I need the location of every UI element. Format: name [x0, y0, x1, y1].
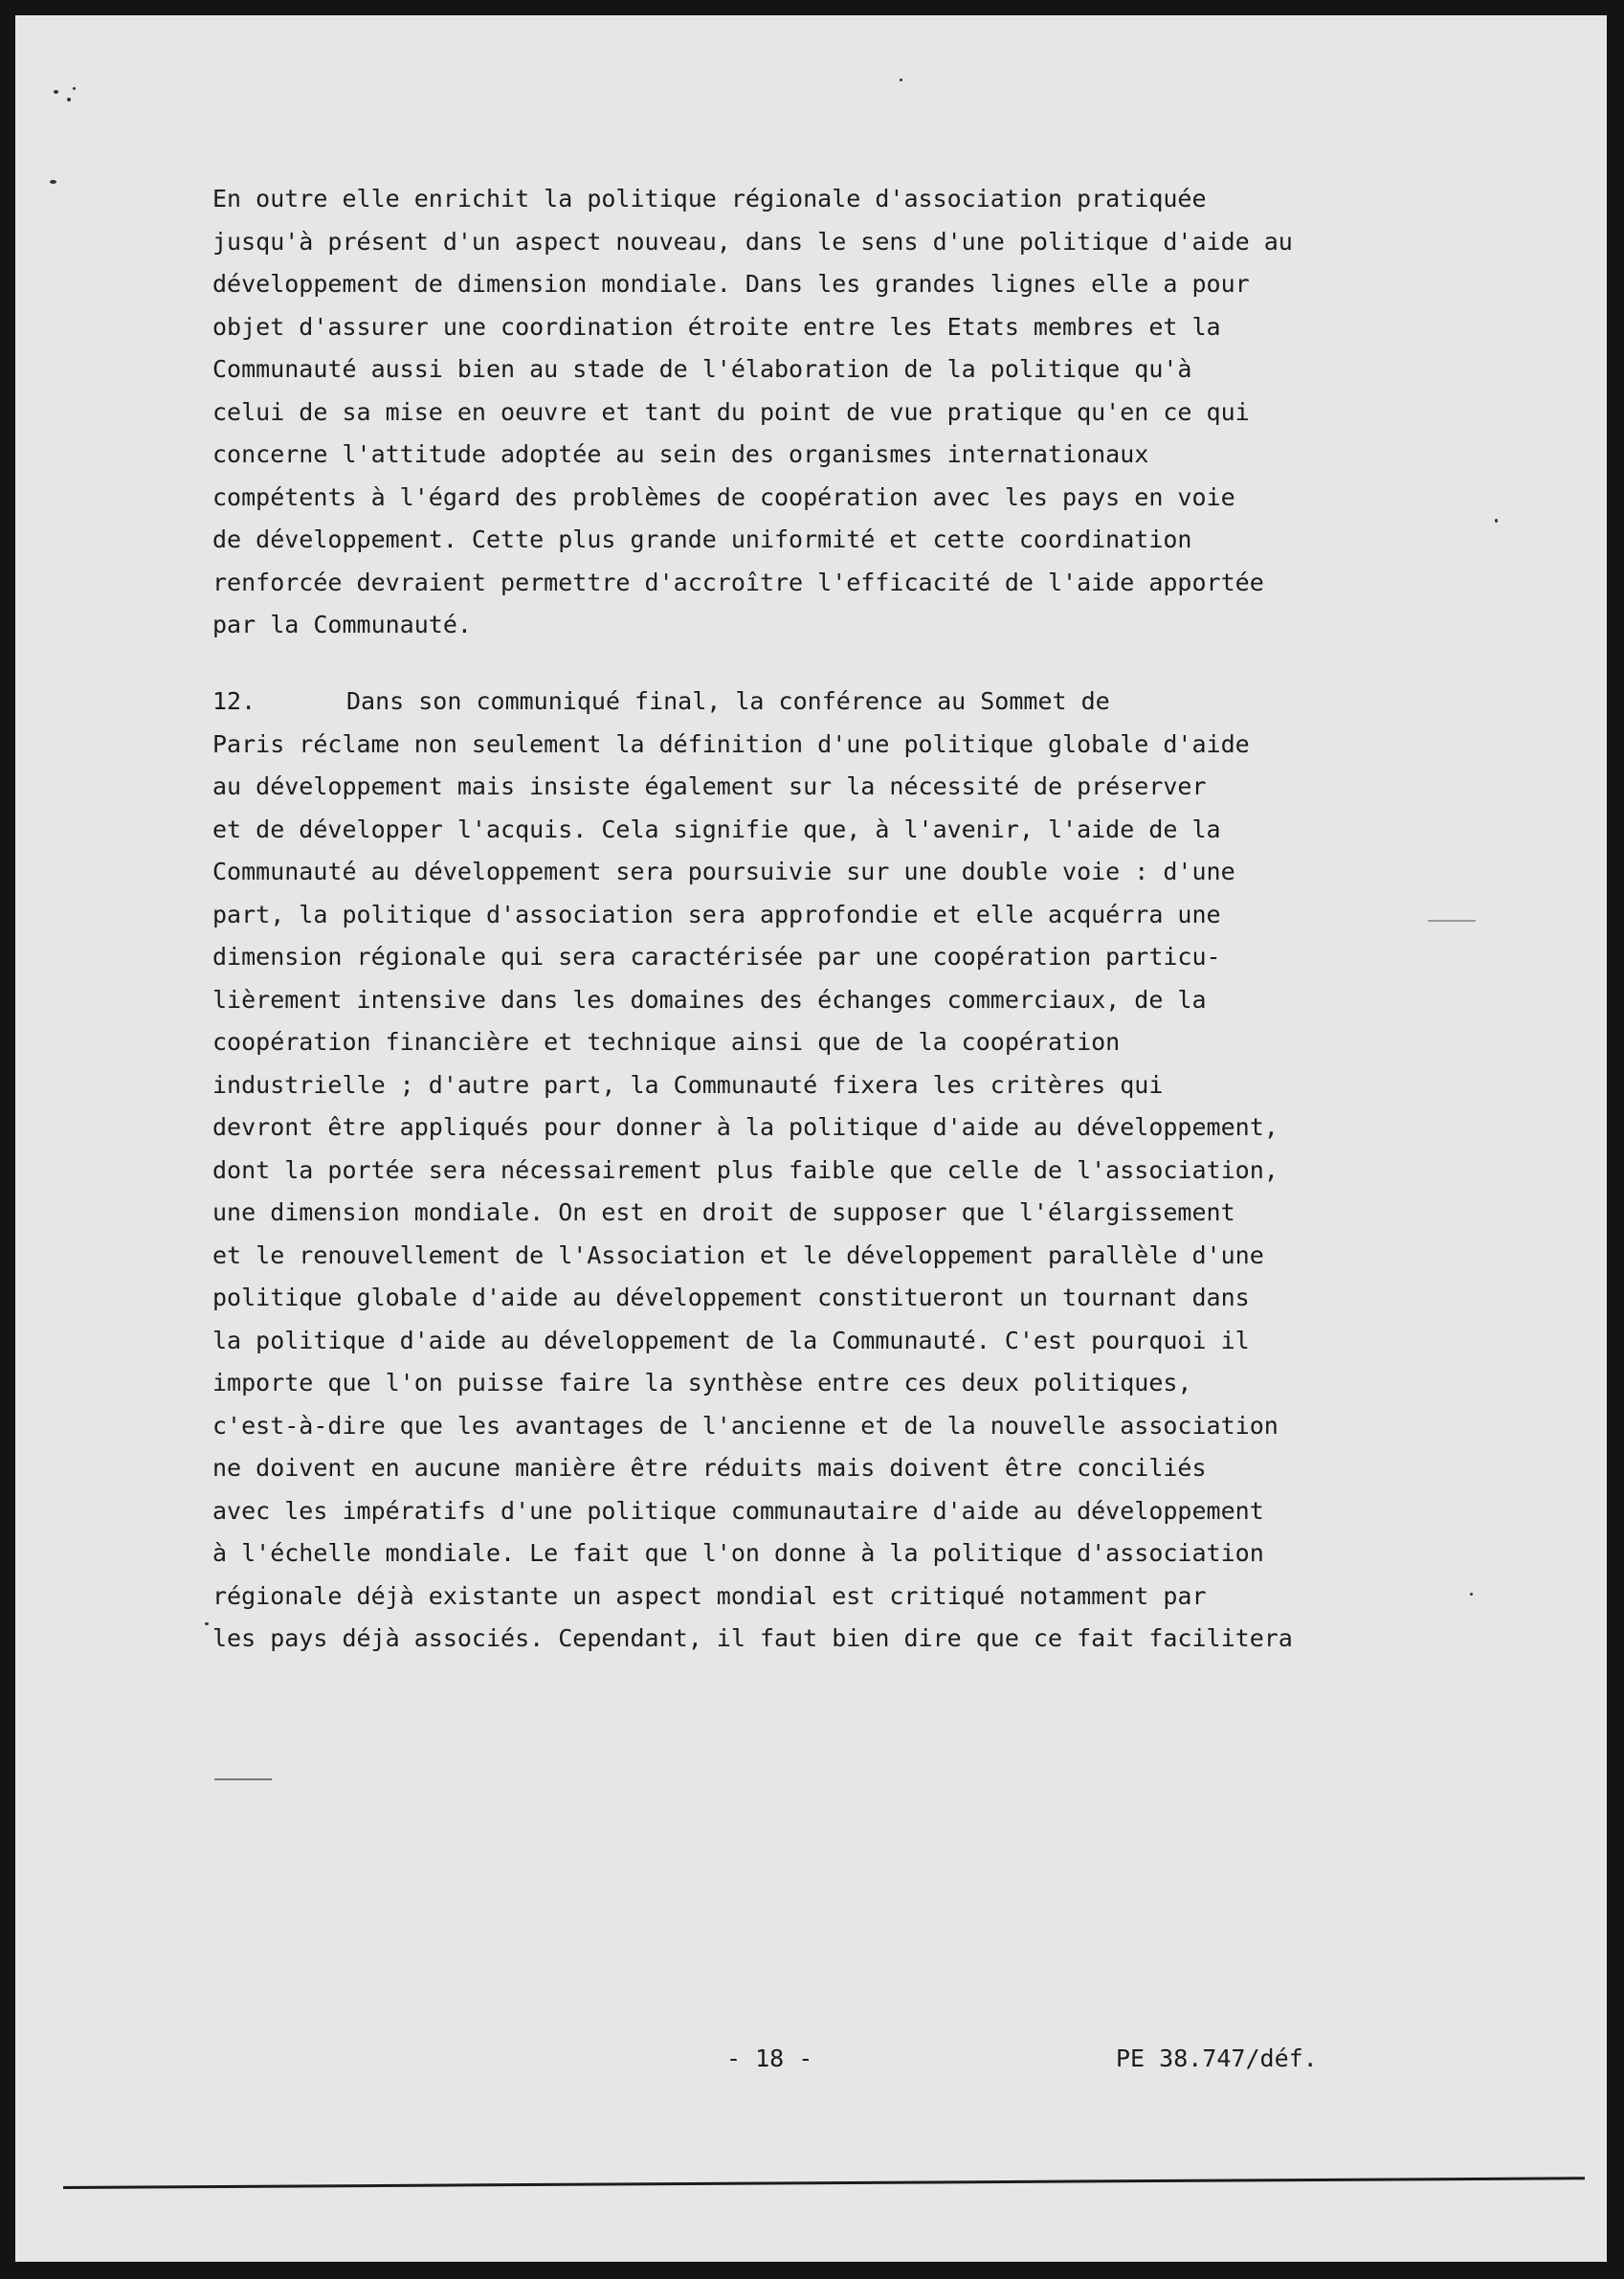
- scan-speck: [50, 180, 56, 184]
- text-line: Paris réclame non seulement la définition d'une politique globale d'aide: [212, 729, 1250, 758]
- text-line: lièrement intensive dans les domaines des échanges commerciaux, de la: [212, 985, 1207, 1014]
- scan-mark: [1428, 920, 1476, 922]
- text-line: Communauté au développement sera poursuivie sur une double voie : d'une: [212, 858, 1235, 885]
- text-line: et le renouvellement de l'Association et le développement parallèle d'une: [212, 1240, 1264, 1269]
- paragraph-1: [212, 178, 1418, 647]
- text-line: Communauté aussi bien au stade de l'élaboration de la politique qu'à: [212, 355, 1192, 383]
- text-line: une dimension mondiale. On est en droit de supposer que l'élargissement: [212, 1198, 1235, 1226]
- text-line: importe que l'on puisse faire la synthèse entre ces deux politiques,: [212, 1369, 1192, 1396]
- text-line: compétents à l'égard des problèmes de coopération avec les pays en voie: [212, 482, 1235, 511]
- text-line: par la Communauté.: [212, 611, 472, 638]
- text-line: concerne l'attitude adoptée au sein des organismes internationaux: [212, 440, 1149, 468]
- text-line: avec les impératifs d'une politique communautaire d'aide au développement: [212, 1496, 1264, 1525]
- text-line: industrielle ; d'autre part, la Communauté fixera les critères qui: [212, 1070, 1164, 1099]
- paragraph-12: [212, 681, 1418, 1661]
- scan-speck: [205, 1622, 209, 1625]
- text-line: celui de sa mise en oeuvre et tant du point de vue pratique qu'en ce qui: [212, 397, 1250, 426]
- scan-mark: [214, 1778, 272, 1780]
- text-line: objet d'assurer une coordination étroite entre les Etats membres et la: [212, 312, 1221, 341]
- document-reference: PE 38.747/déf.: [1116, 2044, 1318, 2072]
- paragraph-number: 12.: [212, 687, 256, 715]
- text-line: régionale déjà existante un aspect mondial est critiqué notamment par: [212, 1581, 1207, 1610]
- text-line: les pays déjà associés. Cependant, il faut bien dire que ce fait facilitera: [212, 1624, 1293, 1652]
- scan-speck: [67, 98, 71, 101]
- text-line: ne doivent en aucune manière être réduits mais doivent être conciliés: [212, 1454, 1207, 1482]
- scan-speck: [73, 87, 76, 90]
- scan-speck: [1470, 1593, 1473, 1596]
- text-line: En outre elle enrichit la politique régionale d'association pratiquée: [212, 185, 1207, 212]
- text-line: devront être appliqués pour donner à la politique d'aide au développement,: [212, 1113, 1279, 1141]
- text-line: dont la portée sera nécessairement plus faible que celle de l'association,: [212, 1155, 1279, 1184]
- text-line: de développement. Cette plus grande uniformité et cette coordination: [212, 525, 1192, 553]
- page-number: - 18 -: [726, 2044, 813, 2072]
- text-line: à l'échelle mondiale. Le fait que l'on donne à la politique d'association: [212, 1539, 1264, 1567]
- text-line: au développement mais insiste également sur la nécessité de préserver: [212, 772, 1207, 800]
- text-line: c'est-à-dire que les avantages de l'ancienne et de la nouvelle association: [212, 1411, 1279, 1440]
- text-line: coopération financière et technique ainsi que de la coopération: [212, 1028, 1121, 1056]
- text-line: et de développer l'acquis. Cela signifie que, à l'avenir, l'aide de la: [212, 815, 1221, 843]
- text-line-content: Dans son communiqué final, la conférence au Sommet de: [346, 687, 1110, 715]
- document-page: [15, 15, 1607, 2262]
- text-line: [212, 681, 1418, 724]
- scan-speck: [1495, 519, 1498, 523]
- text-line: la politique d'aide au développement de la Communauté. C'est pourquoi il: [212, 1326, 1250, 1354]
- text-line: dimension régionale qui sera caractérisée par une coopération particu-: [212, 943, 1221, 971]
- text-line: développement de dimension mondiale. Dans les grandes lignes elle a pour: [212, 270, 1250, 298]
- text-line: jusqu'à présent d'un aspect nouveau, dans le sens d'une politique d'aide au: [212, 227, 1293, 256]
- scan-speck: [900, 78, 902, 81]
- text-line: politique globale d'aide au développement constitueront un tournant dans: [212, 1284, 1250, 1311]
- text-line: part, la politique d'association sera approfondie et elle acquérra une: [212, 900, 1221, 928]
- scan-speck: [54, 90, 58, 94]
- text-line: renforcée devraient permettre d'accroître l'efficacité de l'aide apportée: [212, 568, 1264, 596]
- bottom-rule: [63, 2177, 1585, 2189]
